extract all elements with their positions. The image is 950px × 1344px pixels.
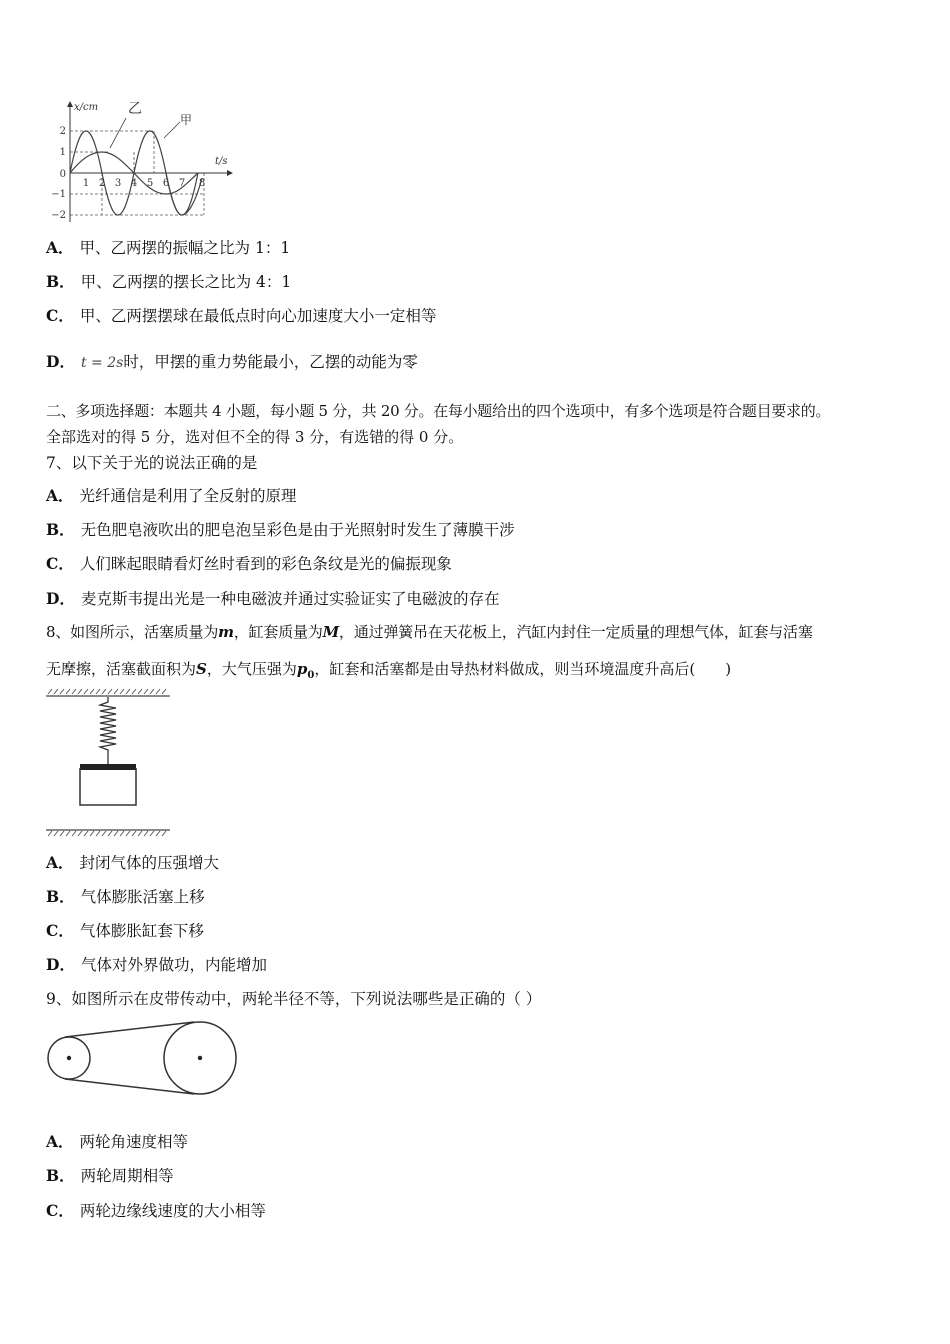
q6-option-b: [46, 270, 291, 292]
option-text: 光纤通信是利用了全反射的原理: [79, 487, 297, 505]
y-tick-label: 1: [59, 147, 66, 158]
q8-stem-line2: [46, 658, 731, 681]
option-label: D．: [46, 589, 75, 608]
var-M: M: [322, 623, 340, 641]
var-S: S: [196, 660, 207, 678]
option-label: B．: [46, 272, 75, 291]
option-label: C．: [46, 554, 74, 573]
option-label: C．: [46, 1201, 74, 1220]
option-label: C．: [46, 921, 74, 940]
option-text: 气体膨胀活塞上移: [80, 888, 205, 906]
math-expression: t = 2s: [80, 355, 124, 371]
y-tick-label: 2: [59, 126, 66, 137]
q6-option-c: [46, 304, 436, 326]
stem-text: 无摩擦，活塞截面积为: [46, 660, 197, 678]
jia-pointer: [164, 122, 180, 138]
q7-option-c: [46, 552, 452, 574]
option-label: A．: [46, 853, 74, 872]
option-text: 气体对外界做功，内能增加: [80, 956, 267, 974]
x-tick-label: 5: [146, 178, 154, 189]
stem-text: ，通过弹簧吊在天花板上，汽缸内封住一定质量的理想气体，缸套与活塞: [339, 623, 813, 641]
q8-option-b: [46, 885, 205, 907]
y-tick-label: −1: [51, 189, 66, 200]
q9-option-c: [46, 1199, 266, 1221]
oscillation-graph: [44, 98, 240, 224]
x-tick-label: 2: [98, 178, 106, 189]
belt-bottom: [65, 1079, 194, 1094]
q6-option-d: [46, 350, 418, 372]
y-tick-label: 0: [59, 169, 66, 180]
x-tick-label: 8: [198, 178, 206, 189]
ceiling-hatch: [46, 689, 170, 696]
spring: [100, 697, 116, 764]
option-text: 甲、乙两摆的摆长之比为 4：1: [80, 273, 292, 291]
piston: [80, 764, 136, 770]
q7-option-d: [46, 587, 499, 609]
option-text: 封闭气体的压强增大: [79, 854, 220, 872]
belt-drive-figure: [44, 1016, 244, 1100]
stem-text: ，缸套质量为: [233, 623, 323, 641]
x-tick-label: 3: [114, 178, 122, 189]
var-m: m: [218, 623, 234, 641]
option-text: 人们眯起眼睛看灯丝时看到的彩色条纹是光的偏振现象: [79, 555, 452, 573]
floor-hatch: [46, 830, 170, 836]
option-label: D．: [46, 352, 75, 371]
q8-stem-line1: [46, 621, 813, 642]
var-p-subscript: 0: [307, 670, 315, 681]
option-label: A．: [46, 1132, 74, 1151]
option-label: A．: [46, 486, 74, 505]
q6-option-a: [46, 236, 290, 258]
option-text: 两轮角速度相等: [79, 1133, 189, 1151]
q7-option-a: [46, 484, 297, 506]
option-label: C．: [46, 306, 74, 325]
option-text: 甲、乙两摆的振幅之比为 1：1: [79, 239, 291, 257]
q9-option-b: [46, 1164, 174, 1186]
option-label: D．: [46, 955, 75, 974]
var-p: p: [296, 660, 308, 678]
x-tick-label: 7: [178, 178, 186, 189]
curve-label-jia: 甲: [180, 113, 193, 127]
y-tick-label: −2: [51, 210, 66, 221]
cylinder-spring-figure: [44, 688, 174, 840]
small-wheel-center: [67, 1056, 71, 1060]
option-text: 甲、乙两摆摆球在最低点时向心加速度大小一定相等: [79, 307, 437, 325]
q7-option-b: [46, 518, 515, 540]
yi-pointer: [110, 118, 126, 148]
q8-option-a: [46, 851, 219, 873]
option-text: 两轮周期相等: [80, 1167, 174, 1185]
q9-stem: 9、如图所示在皮带传动中，两轮半径不等，下列说法哪些是正确的（ ）: [46, 990, 542, 1008]
q8-option-d: [46, 953, 267, 975]
stem-text: ，大气压强为: [206, 660, 297, 678]
option-label: B．: [46, 887, 75, 906]
cylinder-sleeve: [80, 768, 136, 805]
q9-option-a: [46, 1130, 188, 1152]
section2-instructions-line2: 全部选对的得 5 分，选对但不全的得 3 分，有选错的得 0 分。: [46, 428, 464, 446]
curve-label-yi: 乙: [128, 101, 142, 117]
option-text: 气体膨胀缸套下移: [79, 922, 204, 940]
option-text: 两轮边缘线速度的大小相等: [79, 1202, 266, 1220]
option-label: A．: [46, 238, 74, 257]
x-tick-label: 1: [82, 178, 90, 189]
q7-stem: 7、以下关于光的说法正确的是: [46, 454, 258, 472]
x-tick-label: 4: [130, 178, 138, 189]
y-axis-label: x/cm: [74, 102, 99, 113]
stem-text: 8、如图所示，活塞质量为: [46, 623, 219, 641]
option-text: 麦克斯韦提出光是一种电磁波并通过实验证实了电磁波的存在: [80, 590, 500, 608]
q8-option-c: [46, 919, 204, 941]
belt-top: [65, 1022, 194, 1037]
option-text: 时，甲摆的重力势能最小，乙摆的动能为零: [123, 353, 418, 371]
option-label: B．: [46, 1166, 75, 1185]
option-label: B．: [46, 520, 75, 539]
stem-text: ，缸套和活塞都是由导热材料做成，则当环境温度升高后( ): [314, 660, 732, 678]
section2-instructions-line1: 二、多项选择题：本题共 4 小题，每小题 5 分，共 20 分。在每小题给出的四个选项中，有多个选项是符合题目要求的。: [46, 402, 831, 420]
x-tick-label: 6: [162, 178, 170, 189]
option-text: 无色肥皂液吹出的肥皂泡呈彩色是由于光照射时发生了薄膜干涉: [80, 521, 515, 539]
x-axis-label: t/s: [215, 156, 228, 167]
large-wheel-center: [198, 1056, 202, 1060]
